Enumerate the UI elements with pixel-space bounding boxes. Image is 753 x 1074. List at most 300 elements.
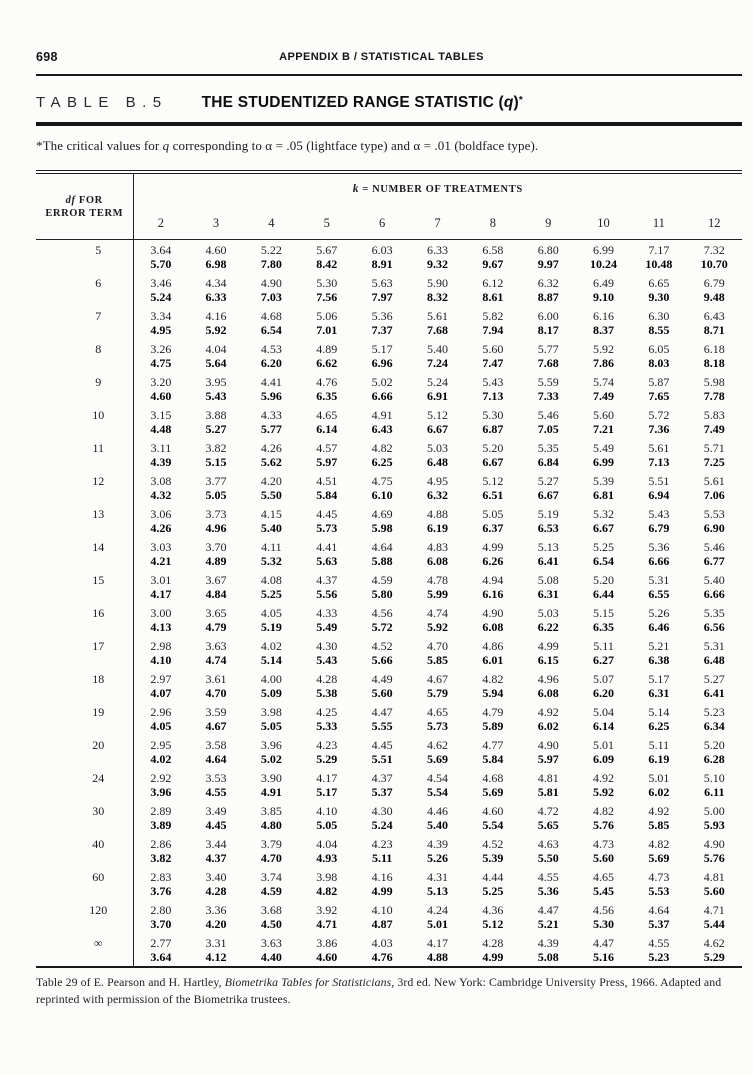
- q-cell: [521, 504, 576, 537]
- q-cell: [299, 339, 354, 372]
- q-value-alpha-05: 4.92: [648, 803, 670, 818]
- q-value-alpha-01: 6.16: [482, 587, 504, 601]
- q-value-alpha-05: 4.59: [371, 572, 393, 587]
- q-value-alpha-01: 5.66: [371, 653, 393, 667]
- q-cell: [188, 372, 243, 405]
- q-value-alpha-01: 5.51: [371, 752, 393, 766]
- q-cell: [521, 471, 576, 504]
- q-value-alpha-01: 4.91: [260, 785, 282, 799]
- q-value-alpha-01: 6.08: [426, 554, 448, 568]
- q-cell: [299, 900, 354, 933]
- q-value-alpha-05: 4.03: [371, 935, 393, 950]
- q-value-alpha-01: 7.94: [482, 323, 504, 337]
- q-cell: [188, 834, 243, 867]
- k-number-of-treatments-header: [133, 174, 742, 212]
- q-value-alpha-01: 4.99: [482, 950, 504, 964]
- q-value-alpha-01: 4.93: [316, 851, 338, 865]
- table-row-df-13: [36, 504, 742, 537]
- q-value-alpha-01: 6.37: [482, 521, 504, 535]
- q-cell: [465, 504, 520, 537]
- q-value-alpha-01: 7.33: [537, 389, 559, 403]
- q-value-alpha-05: 4.52: [482, 836, 504, 851]
- q-cell: [465, 801, 520, 834]
- q-value-alpha-01: 5.40: [426, 818, 448, 832]
- q-cell: [410, 669, 465, 702]
- q-value-alpha-01: 4.45: [205, 818, 227, 832]
- q-value-alpha-01: 6.67: [593, 521, 615, 535]
- q-cell: [576, 867, 631, 900]
- q-value-alpha-01: 5.94: [482, 686, 504, 700]
- q-value-alpha-05: 2.89: [150, 803, 172, 818]
- q-cell: [576, 438, 631, 471]
- q-value-alpha-05: 5.04: [593, 704, 615, 719]
- q-value-alpha-01: 6.46: [648, 620, 670, 634]
- q-value-alpha-05: 2.80: [150, 902, 172, 917]
- q-cell: [133, 636, 188, 669]
- q-cell: [133, 768, 188, 801]
- q-value-alpha-01: 4.07: [150, 686, 172, 700]
- q-value-alpha-05: 4.51: [316, 473, 338, 488]
- q-value-alpha-01: 4.37: [205, 851, 227, 865]
- q-cell: [188, 900, 243, 933]
- df-header-line1: [36, 194, 133, 207]
- q-cell: [465, 834, 520, 867]
- q-value-alpha-01: 4.99: [371, 884, 393, 898]
- q-cell: [631, 735, 686, 768]
- q-value-alpha-01: 6.81: [593, 488, 615, 502]
- q-cell: [631, 867, 686, 900]
- q-value-alpha-05: 3.53: [205, 770, 227, 785]
- q-value-alpha-01: 4.70: [205, 686, 227, 700]
- q-value-alpha-01: 4.95: [150, 323, 172, 337]
- q-value-alpha-01: 4.82: [316, 884, 338, 898]
- q-value-alpha-01: 6.02: [648, 785, 670, 799]
- table-row-df-6: [36, 273, 742, 306]
- q-value-alpha-01: 3.64: [150, 950, 172, 964]
- q-cell: [465, 933, 520, 967]
- q-cell: [133, 702, 188, 735]
- q-cell: [133, 669, 188, 702]
- table-row-df-17: [36, 636, 742, 669]
- q-value-alpha-05: 5.60: [482, 341, 504, 356]
- q-value-alpha-01: 6.08: [537, 686, 559, 700]
- q-cell: [521, 801, 576, 834]
- q-value-alpha-01: 4.55: [205, 785, 227, 799]
- q-value-alpha-01: 6.66: [703, 587, 725, 601]
- q-value-alpha-01: 5.60: [703, 884, 725, 898]
- q-value-alpha-05: 4.65: [316, 407, 338, 422]
- q-value-alpha-05: 5.31: [703, 638, 725, 653]
- q-cell: [631, 504, 686, 537]
- q-cell: [354, 603, 409, 636]
- q-value-alpha-05: 4.64: [371, 539, 393, 554]
- q-value-alpha-05: 4.02: [260, 638, 282, 653]
- q-cell: [465, 537, 520, 570]
- q-value-alpha-05: 5.00: [703, 803, 725, 818]
- q-value-alpha-01: 5.24: [371, 818, 393, 832]
- k-header-row: [36, 174, 742, 212]
- q-cell: [521, 240, 576, 274]
- q-value-alpha-01: 6.54: [593, 554, 615, 568]
- q-cell: [410, 900, 465, 933]
- q-value-alpha-01: 5.08: [537, 950, 559, 964]
- q-value-alpha-05: 5.87: [648, 374, 670, 389]
- q-value-alpha-05: 4.23: [316, 737, 338, 752]
- q-value-alpha-05: 3.63: [260, 935, 282, 950]
- q-value-alpha-05: 4.36: [482, 902, 504, 917]
- q-cell: [299, 834, 354, 867]
- q-value-alpha-05: 4.65: [426, 704, 448, 719]
- q-value-alpha-05: 6.16: [593, 308, 615, 323]
- q-cell: [188, 405, 243, 438]
- q-cell: [631, 570, 686, 603]
- q-value-alpha-05: 3.00: [150, 605, 172, 620]
- q-value-alpha-05: 5.82: [482, 308, 504, 323]
- q-value-alpha-01: 6.14: [316, 422, 338, 436]
- q-value-alpha-01: 10.24: [590, 257, 618, 271]
- q-cell: [410, 735, 465, 768]
- q-value-alpha-05: 5.11: [593, 638, 614, 653]
- df-value: 12: [36, 471, 133, 504]
- q-value-alpha-05: 4.46: [426, 803, 448, 818]
- q-value-alpha-01: 5.56: [316, 587, 338, 601]
- q-value-alpha-05: 4.00: [260, 671, 282, 686]
- k-italic: k: [352, 183, 360, 195]
- table-title-star: *: [518, 95, 523, 106]
- q-value-alpha-05: 6.00: [537, 308, 559, 323]
- q-value-alpha-05: 6.03: [371, 242, 393, 257]
- q-cell: [188, 933, 243, 967]
- q-value-alpha-01: 6.19: [426, 521, 448, 535]
- q-value-alpha-01: 6.19: [648, 752, 670, 766]
- q-cell: [244, 240, 299, 274]
- q-value-alpha-05: 5.19: [537, 506, 559, 521]
- q-value-alpha-01: 4.71: [316, 917, 338, 931]
- q-value-alpha-01: 7.37: [371, 323, 393, 337]
- q-cell: [465, 273, 520, 306]
- q-value-alpha-05: 4.30: [371, 803, 393, 818]
- book-page: [0, 50, 753, 1007]
- q-cell: [631, 768, 686, 801]
- q-cell: [354, 273, 409, 306]
- q-value-alpha-05: 4.91: [371, 407, 393, 422]
- q-value-alpha-01: 5.12: [482, 917, 504, 931]
- q-value-alpha-01: 4.80: [260, 818, 282, 832]
- q-value-alpha-05: 4.90: [703, 836, 725, 851]
- note-q: q: [162, 138, 170, 153]
- q-cell: [244, 438, 299, 471]
- df-value: 18: [36, 669, 133, 702]
- q-value-alpha-01: 8.61: [482, 290, 504, 304]
- q-value-alpha-01: 5.64: [205, 356, 227, 370]
- q-value-alpha-01: 8.87: [537, 290, 559, 304]
- k-header-rest: = NUMBER OF TREATMENTS: [359, 184, 523, 195]
- q-value-alpha-01: 6.62: [316, 356, 338, 370]
- df-value: 20: [36, 735, 133, 768]
- q-value-alpha-01: 5.15: [205, 455, 227, 469]
- q-value-alpha-05: 2.92: [150, 770, 172, 785]
- q-value-alpha-05: 4.73: [593, 836, 615, 851]
- q-value-alpha-05: 4.41: [260, 374, 282, 389]
- q-value-alpha-05: 4.25: [316, 704, 338, 719]
- q-value-alpha-01: 4.74: [205, 653, 227, 667]
- q-value-alpha-01: 5.93: [703, 818, 725, 832]
- q-cell: [188, 339, 243, 372]
- q-cell: [244, 339, 299, 372]
- q-value-alpha-05: 7.32: [703, 242, 725, 257]
- q-cell: [354, 372, 409, 405]
- q-value-alpha-05: 4.90: [537, 737, 559, 752]
- q-cell: [410, 339, 465, 372]
- note-part1: *The critical values for: [36, 138, 163, 153]
- q-cell: [410, 834, 465, 867]
- q-cell: [244, 801, 299, 834]
- q-value-alpha-05: 6.79: [703, 275, 725, 290]
- q-cell: [354, 834, 409, 867]
- q-value-alpha-01: 6.38: [648, 653, 670, 667]
- q-cell: [299, 438, 354, 471]
- q-value-alpha-01: 5.32: [260, 554, 282, 568]
- q-cell: [521, 339, 576, 372]
- q-cell: [133, 603, 188, 636]
- q-cell: [354, 339, 409, 372]
- q-value-alpha-05: 4.94: [482, 572, 504, 587]
- q-cell: [465, 372, 520, 405]
- q-value-alpha-01: 5.63: [316, 554, 338, 568]
- q-cell: [354, 636, 409, 669]
- column-header-k11: 11: [631, 211, 686, 240]
- q-cell: [687, 372, 742, 405]
- q-value-alpha-05: 5.35: [537, 440, 559, 455]
- q-value-alpha-05: 4.16: [371, 869, 393, 884]
- q-value-alpha-05: 5.15: [593, 605, 615, 620]
- q-value-alpha-01: 7.24: [426, 356, 448, 370]
- q-cell: [244, 537, 299, 570]
- q-cell: [244, 933, 299, 967]
- q-value-alpha-01: 7.06: [703, 488, 725, 502]
- q-value-alpha-05: 4.30: [316, 638, 338, 653]
- q-cell: [521, 933, 576, 967]
- q-cell: [631, 933, 686, 967]
- q-cell: [354, 438, 409, 471]
- q-value-alpha-01: 6.26: [482, 554, 504, 568]
- q-value-alpha-05: 5.59: [537, 374, 559, 389]
- q-cell: [576, 900, 631, 933]
- q-value-alpha-01: 5.73: [316, 521, 338, 535]
- q-cell: [687, 273, 742, 306]
- q-value-alpha-05: 3.61: [205, 671, 227, 686]
- q-value-alpha-01: 4.39: [150, 455, 172, 469]
- q-value-alpha-05: 3.06: [150, 506, 172, 521]
- table-row-df-10: [36, 405, 742, 438]
- q-value-alpha-01: 6.41: [703, 686, 725, 700]
- q-value-alpha-05: 4.08: [260, 572, 282, 587]
- q-cell: [410, 372, 465, 405]
- q-value-alpha-01: 5.92: [205, 323, 227, 337]
- q-value-alpha-05: 3.44: [205, 836, 227, 851]
- q-value-alpha-05: 4.56: [371, 605, 393, 620]
- q-value-alpha-05: 3.40: [205, 869, 227, 884]
- q-value-alpha-05: 5.13: [537, 539, 559, 554]
- q-cell: [410, 537, 465, 570]
- q-value-alpha-01: 6.66: [371, 389, 393, 403]
- q-cell: [465, 438, 520, 471]
- q-cell: [299, 405, 354, 438]
- q-cell: [299, 306, 354, 339]
- q-value-alpha-01: 4.96: [205, 521, 227, 535]
- q-value-alpha-01: 5.60: [371, 686, 393, 700]
- q-value-alpha-05: 5.07: [593, 671, 615, 686]
- q-value-alpha-05: 5.24: [426, 374, 448, 389]
- q-cell: [188, 471, 243, 504]
- q-value-alpha-01: 5.21: [537, 917, 559, 931]
- q-cell: [354, 669, 409, 702]
- q-value-alpha-05: 2.97: [150, 671, 172, 686]
- q-cell: [521, 834, 576, 867]
- q-value-alpha-01: 6.35: [316, 389, 338, 403]
- q-value-alpha-01: 5.05: [316, 818, 338, 832]
- df-italic: df: [65, 194, 76, 206]
- q-value-alpha-01: 5.99: [426, 587, 448, 601]
- q-value-alpha-05: 6.43: [703, 308, 725, 323]
- q-value-alpha-05: 3.31: [205, 935, 227, 950]
- title-rule: [36, 122, 742, 126]
- column-header-k9: 9: [521, 211, 576, 240]
- q-value-alpha-01: 5.26: [426, 851, 448, 865]
- q-value-alpha-01: 5.45: [593, 884, 615, 898]
- q-value-alpha-05: 5.92: [593, 341, 615, 356]
- q-value-alpha-05: 5.43: [648, 506, 670, 521]
- q-value-alpha-05: 3.34: [150, 308, 172, 323]
- q-cell: [465, 405, 520, 438]
- q-cell: [631, 669, 686, 702]
- df-header-line2: ERROR TERM: [45, 207, 124, 219]
- q-cell: [576, 306, 631, 339]
- q-cell: [465, 603, 520, 636]
- column-numbers-row: [36, 211, 742, 240]
- q-value-alpha-05: 4.17: [426, 935, 448, 950]
- q-value-alpha-01: 5.80: [371, 587, 393, 601]
- q-cell: [299, 702, 354, 735]
- q-cell: [576, 537, 631, 570]
- q-value-alpha-05: 5.14: [648, 704, 670, 719]
- q-cell: [354, 405, 409, 438]
- q-cell: [465, 867, 520, 900]
- q-value-alpha-05: 2.83: [150, 869, 172, 884]
- q-value-alpha-05: 3.68: [260, 902, 282, 917]
- q-cell: [133, 537, 188, 570]
- q-cell: [133, 405, 188, 438]
- q-cell: [687, 240, 742, 274]
- q-cell: [687, 438, 742, 471]
- q-value-alpha-01: 6.84: [537, 455, 559, 469]
- table-row-df-18: [36, 669, 742, 702]
- q-value-alpha-01: 5.89: [482, 719, 504, 733]
- q-cell: [133, 504, 188, 537]
- q-cell: [188, 306, 243, 339]
- q-value-alpha-01: 4.12: [205, 950, 227, 964]
- q-value-alpha-05: 4.33: [260, 407, 282, 422]
- q-cell: [576, 801, 631, 834]
- q-value-alpha-05: 5.25: [593, 539, 615, 554]
- q-value-alpha-05: 4.11: [261, 539, 282, 554]
- q-cell: [521, 867, 576, 900]
- q-value-alpha-05: 4.95: [426, 473, 448, 488]
- q-value-alpha-05: 5.46: [537, 407, 559, 422]
- q-value-alpha-05: 4.15: [260, 506, 282, 521]
- q-cell: [576, 504, 631, 537]
- q-value-alpha-05: 5.51: [648, 473, 670, 488]
- q-value-alpha-01: 7.68: [426, 323, 448, 337]
- q-value-alpha-05: 4.88: [426, 506, 448, 521]
- q-value-alpha-01: 8.37: [593, 323, 615, 337]
- q-value-alpha-01: 4.48: [150, 422, 172, 436]
- q-value-alpha-01: 5.69: [482, 785, 504, 799]
- q-cell: [465, 471, 520, 504]
- q-cell: [299, 570, 354, 603]
- q-value-alpha-05: 4.90: [482, 605, 504, 620]
- q-value-alpha-05: 4.47: [537, 902, 559, 917]
- q-value-alpha-05: 3.92: [316, 902, 338, 917]
- q-value-alpha-01: 3.82: [150, 851, 172, 865]
- q-value-alpha-05: 4.52: [371, 638, 393, 653]
- df-value: 19: [36, 702, 133, 735]
- q-cell: [465, 900, 520, 933]
- q-value-alpha-05: 6.80: [537, 242, 559, 257]
- q-cell: [521, 900, 576, 933]
- q-value-alpha-01: 9.97: [537, 257, 559, 271]
- q-value-alpha-01: 5.69: [648, 851, 670, 865]
- q-cell: [576, 669, 631, 702]
- q-value-alpha-01: 5.92: [426, 620, 448, 634]
- q-value-alpha-01: 6.28: [703, 752, 725, 766]
- q-value-alpha-01: 6.15: [537, 653, 559, 667]
- df-value: 10: [36, 405, 133, 438]
- df-value: 60: [36, 867, 133, 900]
- q-value-alpha-05: 4.39: [426, 836, 448, 851]
- q-value-alpha-05: 5.46: [703, 539, 725, 554]
- q-value-alpha-01: 5.79: [426, 686, 448, 700]
- q-cell: [410, 405, 465, 438]
- q-value-alpha-01: 4.70: [260, 851, 282, 865]
- q-value-alpha-05: 5.06: [316, 308, 338, 323]
- q-value-alpha-01: 5.76: [703, 851, 725, 865]
- q-cell: [188, 438, 243, 471]
- q-value-alpha-05: 3.98: [260, 704, 282, 719]
- q-value-alpha-01: 7.01: [316, 323, 338, 337]
- q-value-alpha-05: 5.72: [648, 407, 670, 422]
- q-value-alpha-05: 4.82: [482, 671, 504, 686]
- q-cell: [465, 339, 520, 372]
- q-value-alpha-05: 2.77: [150, 935, 172, 950]
- q-value-alpha-01: 8.42: [316, 257, 338, 271]
- q-cell: [410, 933, 465, 967]
- q-value-alpha-01: 7.49: [593, 389, 615, 403]
- q-value-alpha-01: 5.70: [150, 257, 172, 271]
- q-value-alpha-01: 6.67: [537, 488, 559, 502]
- q-value-alpha-05: 4.33: [316, 605, 338, 620]
- q-cell: [188, 603, 243, 636]
- q-cell: [354, 801, 409, 834]
- q-value-alpha-05: 3.79: [260, 836, 282, 851]
- q-value-alpha-05: 5.01: [593, 737, 615, 752]
- q-cell: [631, 240, 686, 274]
- q-cell: [410, 702, 465, 735]
- q-value-alpha-01: 7.21: [593, 422, 615, 436]
- q-value-alpha-05: 5.17: [371, 341, 393, 356]
- q-value-alpha-05: 3.46: [150, 275, 172, 290]
- q-cell: [299, 372, 354, 405]
